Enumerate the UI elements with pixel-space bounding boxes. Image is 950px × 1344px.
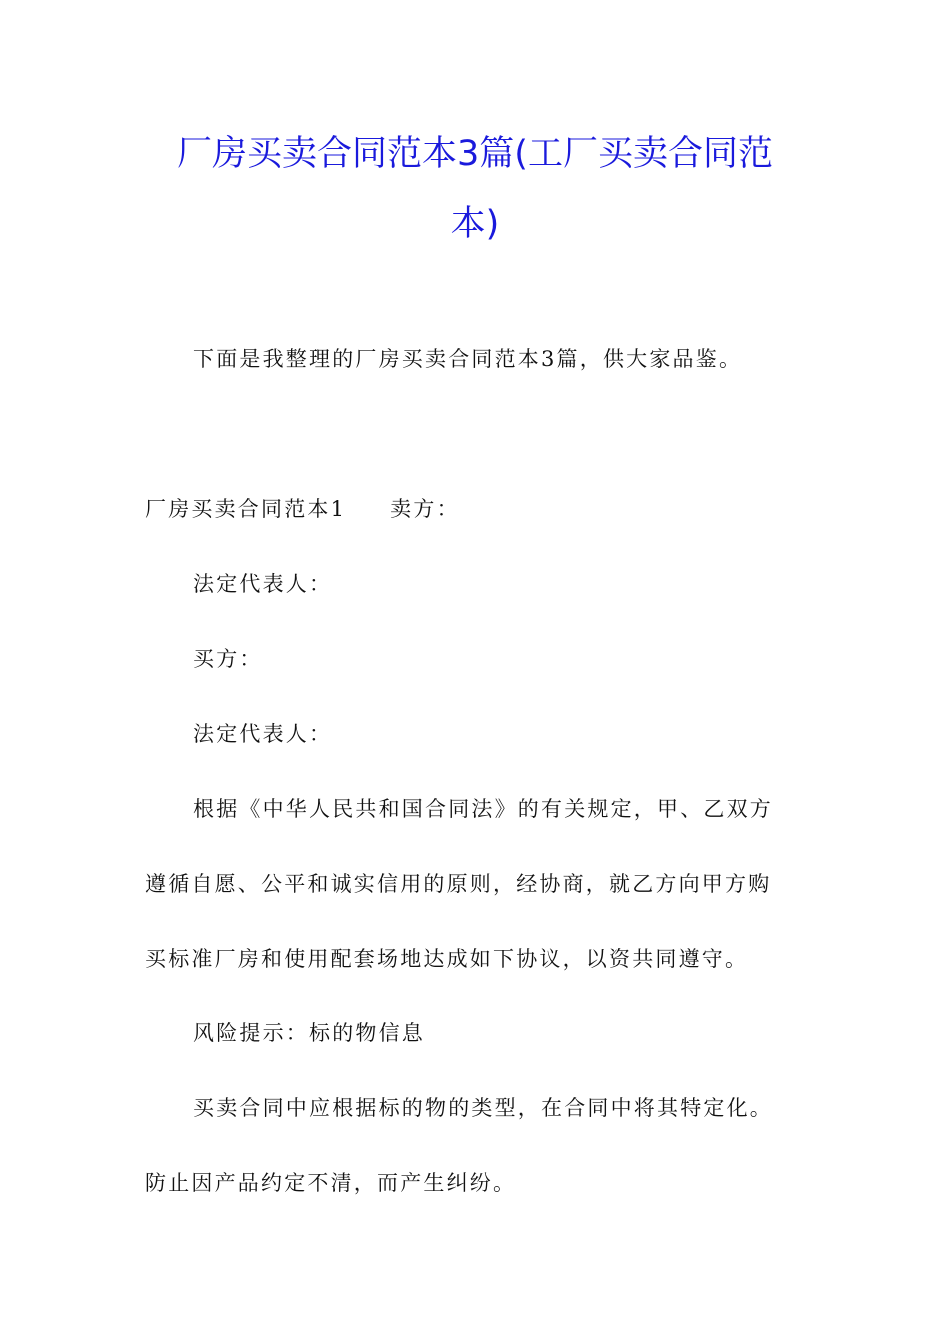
para1-line1: 根据《中华人民共和国合同法》的有关规定，甲、乙双方 — [193, 797, 773, 821]
section-heading-row — [145, 499, 460, 520]
risk-tip: 风险提示：标的物信息 — [193, 1021, 425, 1045]
seller-label: 卖方： — [390, 497, 460, 521]
document-title-line2: 本) — [450, 204, 500, 244]
intro-paragraph: 下面是我整理的厂房买卖合同范本3篇，供大家品鉴。 — [193, 347, 743, 371]
legal-rep-line-1: 法定代表人： — [193, 572, 333, 596]
para2-line2: 防止因产品约定不清，而产生纠纷。 — [145, 1171, 517, 1195]
para1-line2: 遵循自愿、公平和诚实信用的原则，经协商，就乙方向甲方购 — [145, 872, 772, 896]
para1-line3: 买标准厂房和使用配套场地达成如下协议，以资共同遵守。 — [145, 947, 749, 971]
buyer-label: 买方： — [193, 647, 263, 671]
document-title-line1: 厂房买卖合同范本3篇(工厂买卖合同范 — [177, 134, 773, 174]
legal-rep-line-2: 法定代表人： — [193, 722, 333, 746]
section-heading: 厂房买卖合同范本1 — [145, 497, 347, 521]
para2-line1: 买卖合同中应根据标的物的类型，在合同中将其特定化。 — [193, 1096, 773, 1120]
